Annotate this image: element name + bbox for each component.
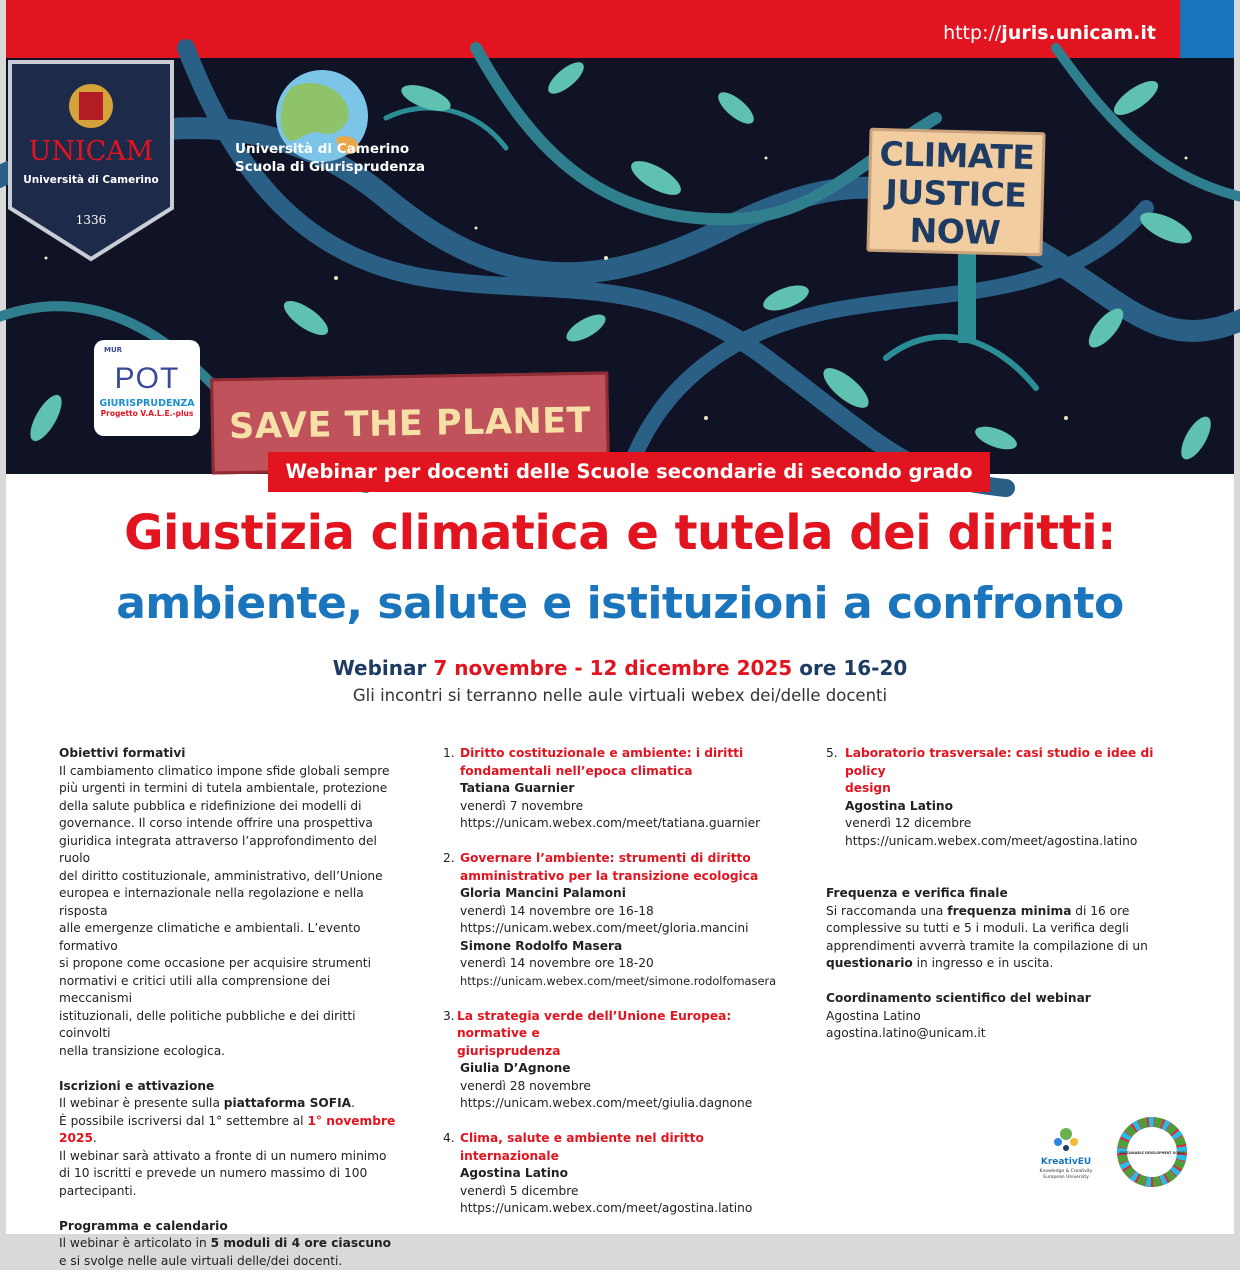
obiettivi-line: governance. Il corso intende offrire una prospettiva (59, 815, 405, 833)
university-name-block (235, 140, 425, 176)
programma-line: e si svolge nelle aule virtuali delle/dei docenti. (59, 1253, 405, 1270)
module-title: Governare l’ambiente: strumenti di diritto (460, 850, 793, 868)
module-link[interactable]: https://unicam.webex.com/meet/gloria.mancini (460, 920, 793, 938)
coordinamento-heading: Coordinamento scientifico del webinar (826, 990, 1171, 1008)
sign-line-1: CLIMATE (871, 135, 1042, 177)
sdg-label: SUSTAINABLE DEVELOPMENT GOALS (1119, 1151, 1185, 1155)
obiettivi-line: europea e internazionale nella regolazione e nella risposta (59, 885, 405, 920)
sign-pole (958, 253, 976, 343)
frequenza-line: complessive su tutti e 5 i moduli. La verifica degli (826, 920, 1171, 938)
module-date: venerdì 14 novembre ore 16-18 (460, 903, 793, 921)
module-number: 4. (443, 1130, 460, 1218)
url-domain: juris.unicam.it (1001, 22, 1156, 44)
iscrizioni-line: Il webinar sarà attivato a fronte di un numero minimo (59, 1148, 405, 1166)
module-title: fondamentali nell’epoca climatica (460, 763, 793, 781)
sign-line-3: NOW (869, 211, 1040, 253)
pot-project: Progetto V.A.L.E.-plus (94, 409, 200, 418)
questionnaire: questionario (826, 956, 913, 970)
module-item (443, 1130, 793, 1218)
module-speaker: Simone Rodolfo Masera (460, 938, 793, 956)
date-range: 7 novembre - 12 dicembre 2025 (433, 656, 792, 680)
pot-logo (94, 340, 200, 436)
module-date: venerdì 12 dicembre (845, 815, 1171, 833)
module-link[interactable]: https://unicam.webex.com/meet/agostina.latino (845, 833, 1171, 851)
coordinator-email[interactable]: agostina.latino@unicam.it (826, 1025, 1171, 1043)
sign-line-2: JUSTICE (870, 173, 1041, 215)
university-name: Università di Camerino (235, 140, 425, 158)
kreativeu-logo (1040, 1128, 1093, 1180)
min-attendance: frequenza minima (947, 904, 1071, 918)
text: . (93, 1131, 97, 1145)
page-subtitle: ambiente, salute e istituzioni a confronto (6, 578, 1234, 629)
obiettivi-line: si propone come occasione per acquisire strumenti (59, 955, 405, 973)
module-item (443, 850, 793, 990)
module-speaker: Agostina Latino (460, 1165, 793, 1183)
module-date: venerdì 7 novembre (460, 798, 793, 816)
programma-line (59, 1235, 405, 1253)
pot-wordmark: POT (94, 362, 200, 396)
iscrizioni-heading: Iscrizioni e attivazione (59, 1078, 405, 1096)
text: Si raccomanda una (826, 904, 947, 918)
module-title: Laboratorio trasversale: casi studio e idee di policy (845, 745, 1171, 780)
module-number: 3. (443, 1008, 457, 1113)
obiettivi-line: nella transizione ecologica. (59, 1043, 405, 1061)
climate-justice-sign (866, 128, 1045, 257)
obiettivi-line: alle emergenze climatiche e ambientali. L’evento formativo (59, 920, 405, 955)
pot-department: GIURISPRUDENZA (94, 398, 200, 409)
deadline: 1° novembre (307, 1114, 395, 1128)
modules-count: 5 moduli di 4 ore ciascuno (211, 1236, 391, 1250)
unicam-shield-logo (6, 58, 176, 263)
text: . (351, 1096, 355, 1110)
obiettivi-line: più urgenti in termini di tutela ambientale, protezione (59, 780, 405, 798)
webinar-audience-bar: Webinar per docenti delle Scuole secondarie di secondo grado (268, 452, 990, 492)
module-item (443, 1008, 793, 1113)
module-item (826, 745, 1171, 850)
iscrizioni-line (59, 1095, 405, 1113)
coordinator-name: Agostina Latino (826, 1008, 1171, 1026)
url-prefix: http:// (943, 22, 1001, 44)
programma-heading: Programma e calendario (59, 1218, 405, 1236)
blue-corner (1180, 0, 1234, 58)
text: di 16 ore (1071, 904, 1129, 918)
text: in ingresso e in uscita. (913, 956, 1054, 970)
module-link[interactable]: https://unicam.webex.com/meet/giulia.dagnone (460, 1095, 793, 1113)
module-link[interactable]: https://unicam.webex.com/meet/agostina.latino (460, 1200, 793, 1218)
date-prefix: Webinar (333, 656, 434, 680)
module-title: Diritto costituzionale e ambiente: i diritti (460, 745, 793, 763)
iscrizioni-line: di 10 iscritti e prevede un numero massimo di 100 (59, 1165, 405, 1183)
obiettivi-line: normativi e critici utili alla comprensione dei meccanismi (59, 973, 405, 1008)
module-number: 5. (826, 745, 845, 850)
partner-logos (1036, 1120, 1186, 1190)
frequenza-line: apprendimenti avverrà tramite la compilazione di un (826, 938, 1171, 956)
iscrizioni-line (59, 1130, 405, 1148)
module-number: 2. (443, 850, 460, 990)
column-modules (443, 745, 793, 1218)
module-link[interactable]: https://unicam.webex.com/meet/simone.rodolfomasera (460, 973, 793, 991)
shield-subtitle: Università di Camerino (23, 174, 158, 186)
obiettivi-line: istituzionali, delle politiche pubbliche e dei diritti coinvolti (59, 1008, 405, 1043)
frequenza-line (826, 903, 1171, 921)
shield-year: 1336 (76, 213, 107, 227)
module-title: amministrativo per la transizione ecologica (460, 868, 793, 886)
module-date: venerdì 5 dicembre (460, 1183, 793, 1201)
kreativeu-sub: European University (1043, 1174, 1089, 1180)
obiettivi-line: giuridica integrata attraverso l’approfondimento del ruolo (59, 833, 405, 868)
banner-text: SAVE THE PLANET (214, 401, 607, 448)
iscrizioni-line: partecipanti. (59, 1183, 405, 1201)
poster (6, 0, 1234, 1234)
school-name: Scuola di Giurisprudenza (235, 158, 425, 176)
module-speaker: Gloria Mancini Palamoni (460, 885, 793, 903)
deadline-year: 2025 (59, 1131, 93, 1145)
hero-illustration (6, 58, 1234, 474)
obiettivi-line: della salute pubblica e ridefinizione dei modelli di (59, 798, 405, 816)
page-title: Giustizia climatica e tutela dei diritti: (6, 505, 1234, 561)
kreativeu-name: KreativEU (1041, 1157, 1091, 1167)
module-item (443, 745, 793, 833)
date-hours: ore 16-20 (792, 656, 907, 680)
webinar-location-note: Gli incontri si terranno nelle aule virtuali webex dei/delle docenti (6, 686, 1234, 705)
mur-mark: MUR (104, 346, 122, 354)
frequenza-heading: Frequenza e verifica finale (826, 885, 1171, 903)
column-details (826, 745, 1171, 1043)
platform-name: piattaforma SOFIA (224, 1096, 351, 1110)
obiettivi-heading: Obiettivi formativi (59, 745, 405, 763)
text: È possibile iscriversi dal 1° settembre al (59, 1114, 307, 1128)
module-speaker: Giulia D’Agnone (460, 1060, 793, 1078)
frequenza-line (826, 955, 1171, 973)
text: Il webinar è presente sulla (59, 1096, 224, 1110)
column-info (59, 745, 405, 1270)
shield-brand: UNICAM (29, 136, 154, 167)
webinar-dates (6, 656, 1234, 680)
obiettivi-line: Il cambiamento climatico impone sfide globali sempre (59, 763, 405, 781)
module-title: La strategia verde dell’Unione Europea: normative e (457, 1008, 793, 1043)
sdg-wheel-icon (1119, 1122, 1185, 1182)
text: Il webinar è articolato in (59, 1236, 211, 1250)
module-speaker: Tatiana Guarnier (460, 780, 793, 798)
obiettivi-line: del diritto costituzionale, amministrativo, dell’Unione (59, 868, 405, 886)
module-speaker: Agostina Latino (845, 798, 1171, 816)
module-date: venerdì 28 novembre (460, 1078, 793, 1096)
iscrizioni-line (59, 1113, 405, 1131)
kreativeu-sub: Knowledge & Creativity (1040, 1168, 1093, 1174)
module-title: Clima, salute e ambiente nel diritto internazionale (460, 1130, 793, 1165)
module-date: venerdì 14 novembre ore 18-20 (460, 955, 793, 973)
module-title: giurisprudenza (457, 1043, 793, 1061)
website-link[interactable] (943, 22, 1156, 44)
module-title: design (845, 780, 1171, 798)
module-number: 1. (443, 745, 460, 833)
module-link[interactable]: https://unicam.webex.com/meet/tatiana.guarnier (460, 815, 793, 833)
